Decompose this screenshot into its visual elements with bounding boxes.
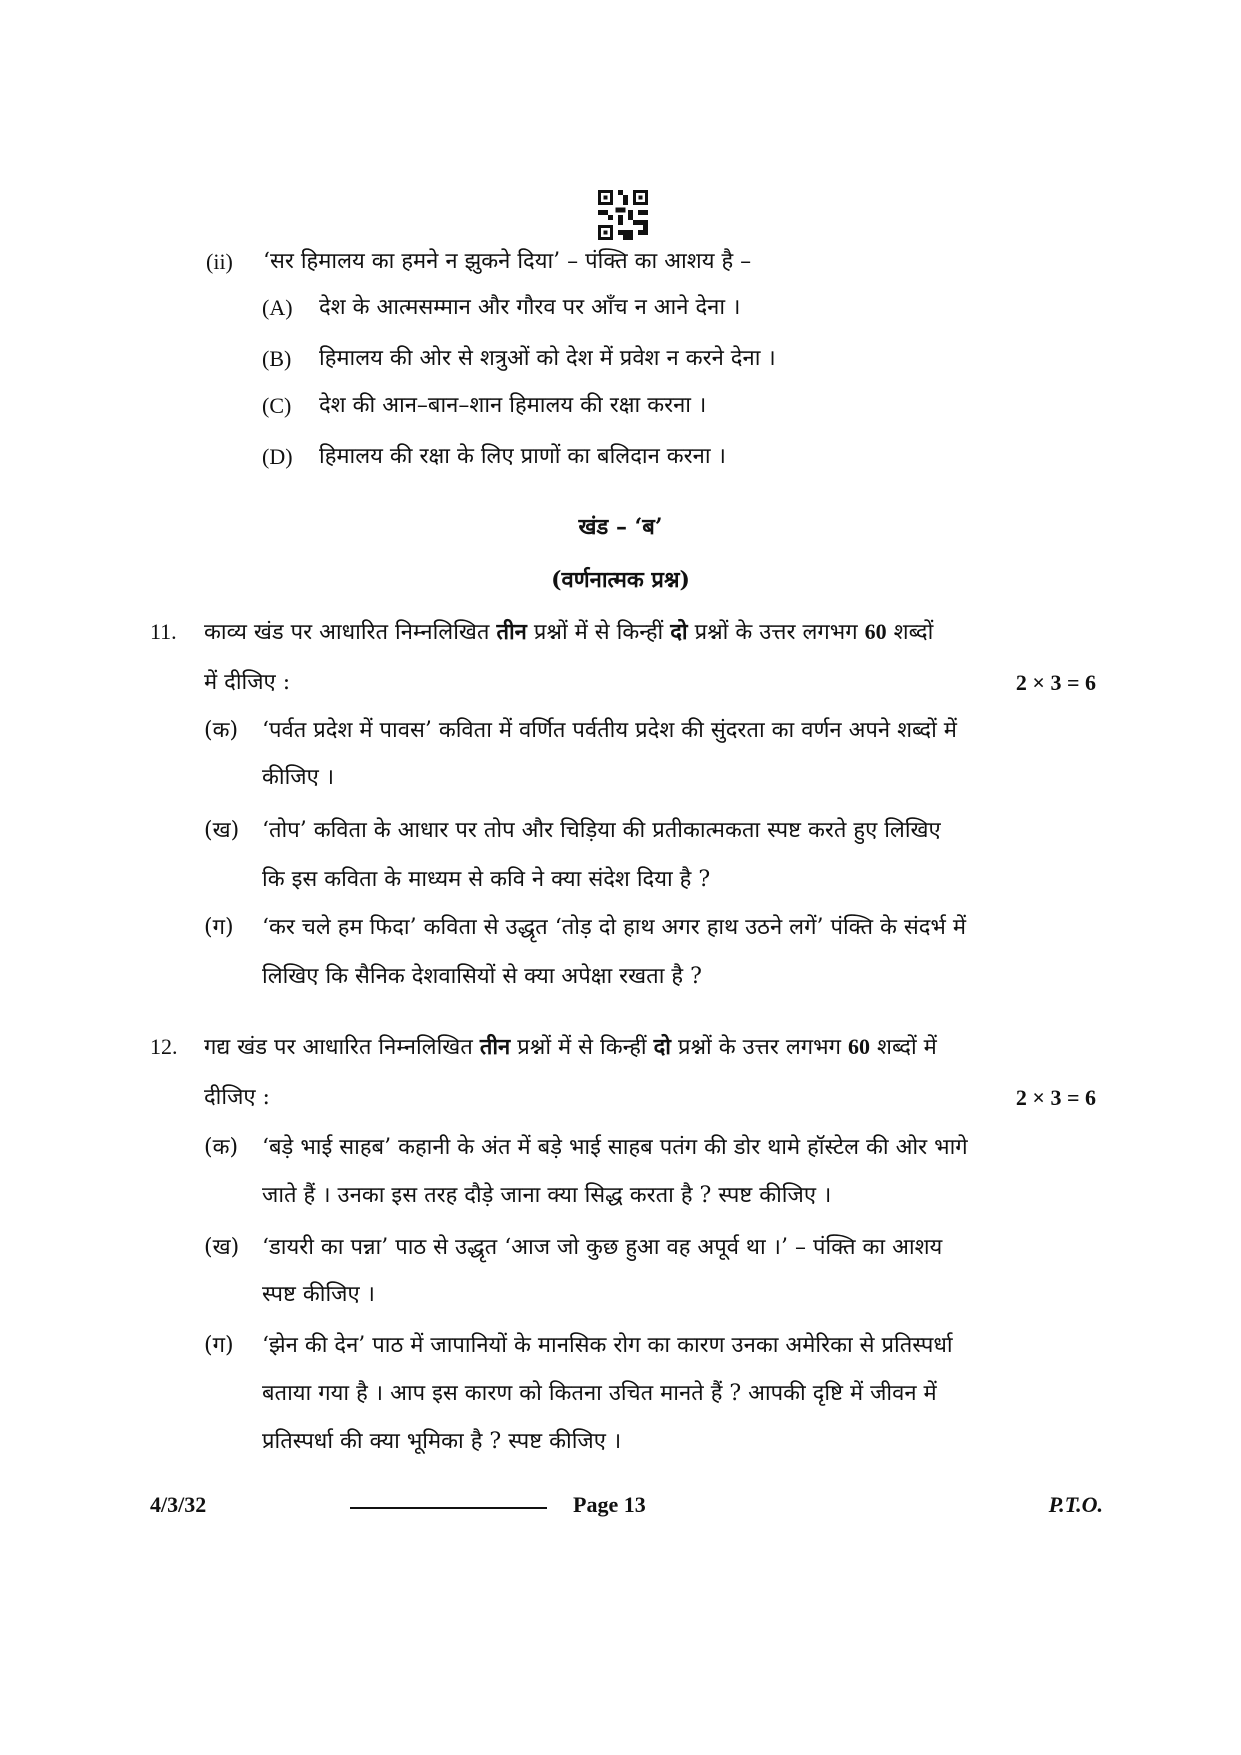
option-label: (C) [262, 393, 292, 418]
part-text: कीजिए । [262, 765, 335, 790]
text-run: गद्य खंड पर आधारित निम्नलिखित [204, 1035, 480, 1060]
part-text: प्रतिस्पर्धा की क्या भूमिका है ? स्पष्ट कीजिए । [262, 1429, 622, 1454]
part-label: (ग) [204, 915, 234, 940]
part-text: ‘तोप’ कविता के आधार पर तोप और चिड़िया की प्रतीकात्मकता स्पष्ट करते हुए लिखिए [262, 818, 941, 843]
text-run: शब्दों में [870, 1035, 937, 1060]
question-text: ‘सर हिमालय का हमने न झुकने दिया’ – पंक्ति का आशय है – [263, 249, 752, 274]
marks: 2 × 3 = 6 [1015, 670, 1096, 695]
section-title: खंड – ‘ब’ [578, 514, 663, 540]
option-text: हिमालय की ओर से शत्रुओं को देश में प्रवेश न करने देना । [319, 346, 776, 371]
section-subtitle: (वर्णनात्मक प्रश्न) [551, 567, 690, 593]
part-text: कि इस कविता के माध्यम से कवि ने क्या संदेश दिया है ? [262, 867, 711, 892]
question-number: 12. [150, 1034, 178, 1059]
part-text: बताया गया है । आप इस कारण को कितना उचित मानते हैं ? आपकी दृष्टि में जीवन में [262, 1381, 937, 1406]
text-run: प्रश्नों के उत्तर लगभग [687, 620, 865, 645]
question-text [204, 1032, 937, 1063]
marks: 2 × 3 = 6 [1015, 1085, 1096, 1110]
part-text: ‘कर चले हम फिदा’ कविता से उद्धृत ‘तोड़ दो हाथ अगर हाथ उठने लगें’ पंक्ति के संदर्भ में [262, 915, 967, 940]
part-text: जाते हैं । उनका इस तरह दौड़े जाना क्या सिद्ध करता है ? स्पष्ट कीजिए । [262, 1183, 832, 1208]
part-text: लिखिए कि सैनिक देशवासियों से क्या अपेक्षा रखता है ? [262, 964, 702, 989]
part-label: (ख) [204, 1235, 240, 1260]
option-text: देश के आत्मसम्मान और गौरव पर आँच न आने देना । [319, 295, 741, 320]
part-text: ‘डायरी का पन्ना’ पाठ से उद्धृत ‘आज जो कुछ हुआ वह अपूर्व था ।’ – पंक्ति का आशय [262, 1235, 943, 1260]
text-run-bold: तीन [479, 1034, 511, 1060]
question-text-cont: दीजिए : [204, 1085, 270, 1110]
part-label: (क) [204, 1135, 239, 1160]
text-run-bold: दो [653, 1034, 671, 1060]
part-text: ‘बड़े भाई साहब’ कहानी के अंत में बड़े भाई साहब पतंग की डोर थामे हॉस्टेल की ओर भागे [262, 1135, 968, 1160]
part-text: ‘पर्वत प्रदेश में पावस’ कविता में वर्णित पर्वतीय प्रदेश की सुंदरता का वर्णन अपने शब्दों में [262, 718, 957, 743]
pto-label: P.T.O. [1048, 1492, 1103, 1517]
qr-code [598, 190, 648, 240]
question-text-cont: में दीजिए : [204, 670, 291, 695]
option-text: देश की आन–बान–शान हिमालय की रक्षा करना । [319, 393, 707, 418]
text-run: काव्य खंड पर आधारित निम्नलिखित [204, 620, 497, 645]
text-run: प्रश्नों में से किन्हीं [510, 1035, 654, 1060]
option-label: (A) [262, 295, 293, 320]
paper-code: 4/3/32 [150, 1492, 207, 1517]
text-run: प्रश्नों के उत्तर लगभग [670, 1035, 849, 1060]
question-text [204, 617, 933, 648]
text-run: प्रश्नों में से किन्हीं [526, 620, 671, 645]
part-text: स्पष्ट कीजिए । [262, 1282, 376, 1307]
option-label: (B) [262, 346, 292, 371]
text-run: शब्दों [886, 620, 934, 645]
text-run-bold: दो [670, 619, 688, 645]
page-number: Page 13 [573, 1492, 646, 1517]
part-label: (ग) [204, 1333, 234, 1358]
question-label: (ii) [206, 249, 233, 274]
question-number: 11. [150, 619, 177, 644]
part-label: (ख) [204, 818, 240, 843]
part-label: (क) [204, 718, 239, 743]
text-run-bold: 60 [864, 619, 887, 644]
text-run-bold: 60 [848, 1034, 871, 1059]
option-text: हिमालय की रक्षा के लिए प्राणों का बलिदान करना । [319, 444, 726, 469]
option-label: (D) [262, 444, 293, 469]
footer-divider [350, 1507, 547, 1509]
part-text: ‘झेन की देन’ पाठ में जापानियों के मानसिक रोग का कारण उनका अमेरिका से प्रतिस्पर्धा [262, 1333, 953, 1358]
text-run-bold: तीन [496, 619, 527, 645]
